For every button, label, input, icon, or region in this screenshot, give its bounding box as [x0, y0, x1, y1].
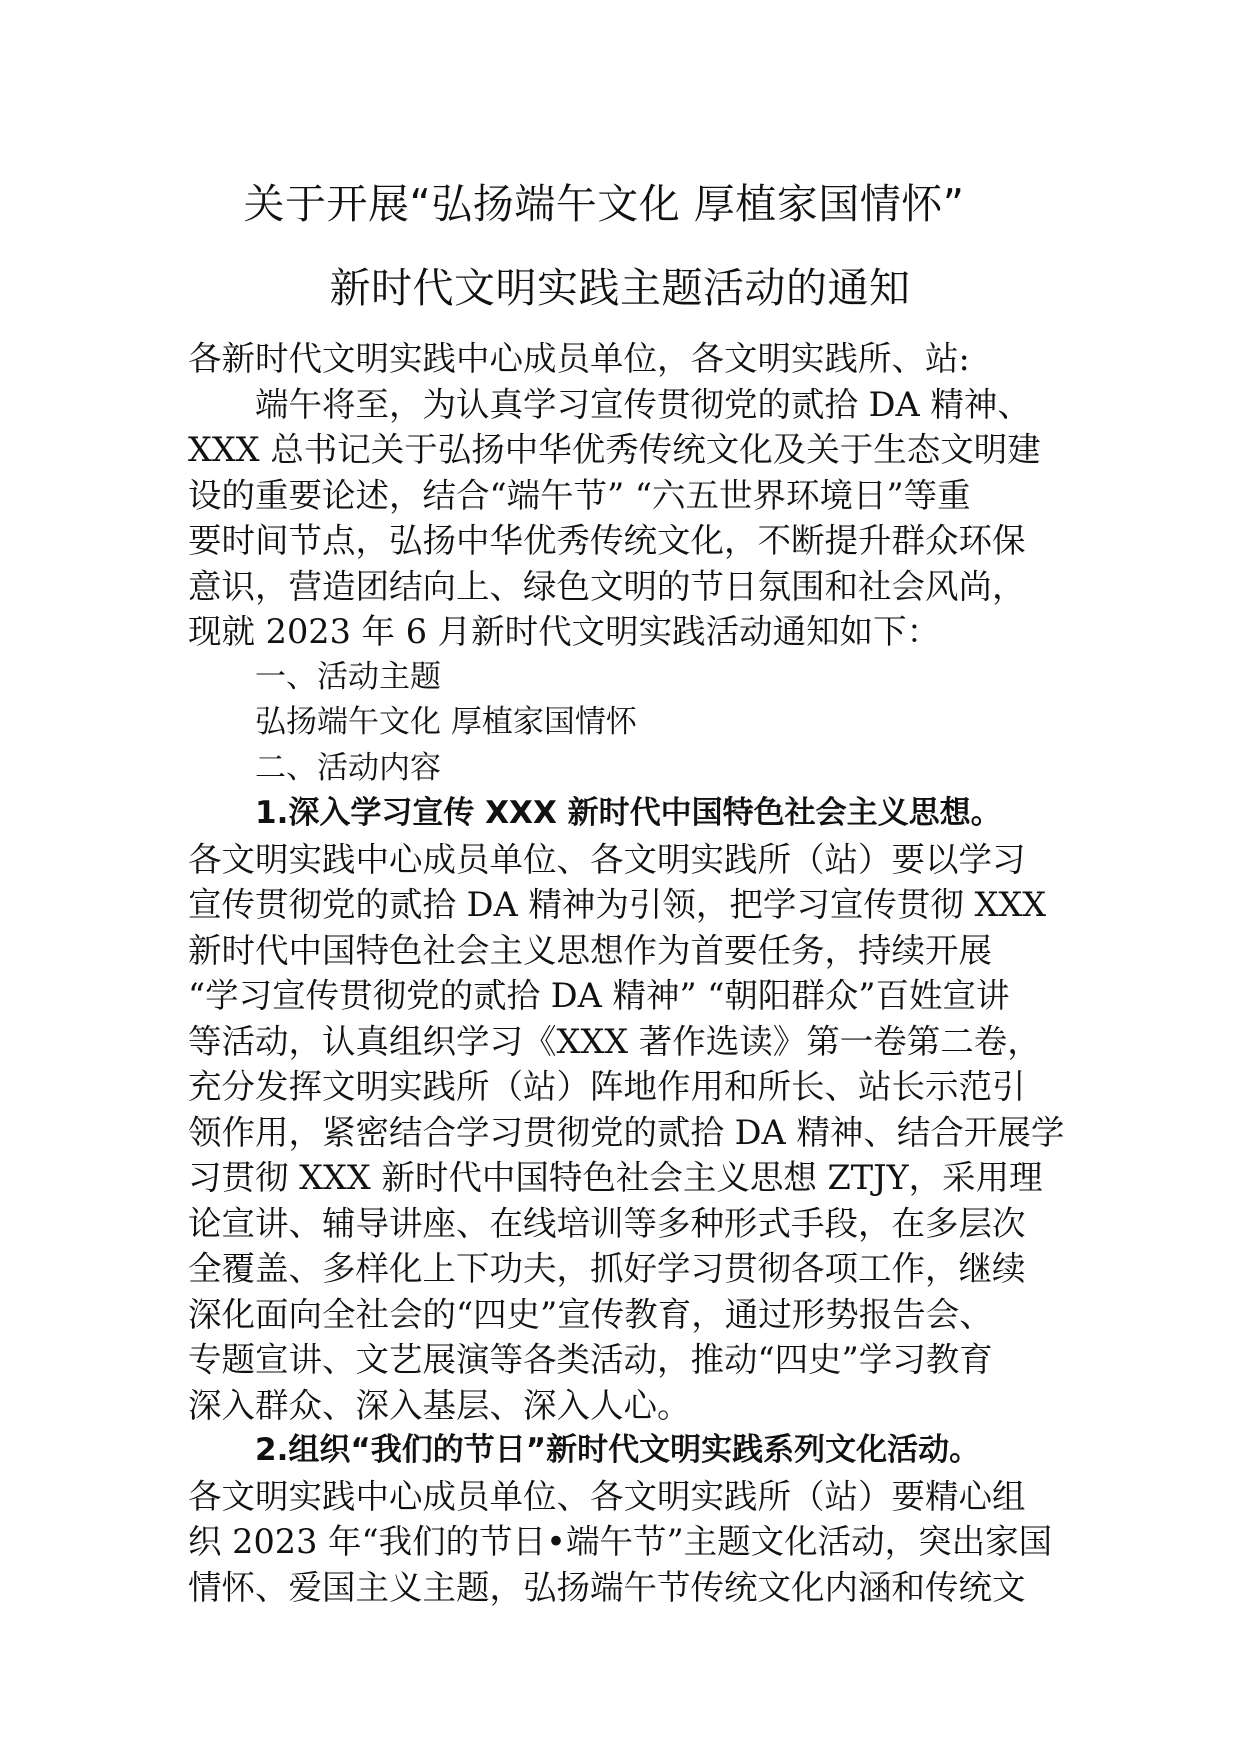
paragraph-line: 端午将至，为认真学习宣传贯彻党的贰拾 DA 精神、 [255, 384, 1031, 424]
document-title-line-2: 新时代文明实践主题活动的通知 [329, 264, 911, 312]
section-heading: 二、活动内容 [255, 749, 441, 786]
paragraph-line: 等活动，认真组织学习《XXX 著作选读》第一卷第二卷， [188, 1021, 1041, 1061]
paragraph-line: 要时间节点，弘扬中华优秀传统文化，不断提升群众环保 [188, 521, 1026, 560]
paragraph-line: XXX 总书记关于弘扬中华优秀传统文化及关于生态文明建 [188, 430, 1041, 469]
paragraph-line: 情怀、爱国主义主题，弘扬端午节传统文化内涵和传统文 [188, 1567, 1026, 1607]
document-body [188, 336, 1065, 1610]
item-heading: 1.深入学习宣传 XXX 新时代中国特色社会主义思想。 [255, 795, 1002, 831]
section-heading: 一、活动主题 [255, 658, 441, 695]
paragraph-line: 各文明实践中心成员单位、各文明实践所（站）要以学习 [188, 839, 1026, 879]
paragraph-line: 全覆盖、多样化上下功夫，抓好学习贯彻各项工作，继续 [188, 1249, 1026, 1288]
paragraph-line: 充分发挥文明实践所（站）阵地作用和所长、站长示范引 [188, 1067, 1026, 1106]
paragraph-line: 深入群众、深入基层、深入人心。 [188, 1385, 691, 1425]
paragraph-line: 意识，营造团结向上、绿色文明的节日氛围和社会风尚， [188, 566, 1026, 606]
paragraph-line: 新时代中国特色社会主义思想作为首要任务，持续开展 [188, 930, 992, 970]
paragraph-line: 深化面向全社会的“四史”宣传教育，通过形势报告会、 [188, 1294, 993, 1334]
paragraph-line: 专题宣讲、文艺展演等各类活动，推动“四史”学习教育 [188, 1340, 993, 1379]
paragraph-line: 现就 2023 年 6 月新时代文明实践活动通知如下： [188, 612, 941, 651]
paragraph-line: 各文明实践中心成员单位、各文明实践所（站）要精心组 [188, 1476, 1026, 1516]
paragraph-line: 宣传贯彻党的贰拾 DA 精神为引领，把学习宣传贯彻 XXX [188, 885, 1047, 924]
activity-theme: 弘扬端午文化 厚植家国情怀 [255, 704, 637, 740]
salutation: 各新时代文明实践中心成员单位，各文明实践所、站: [188, 339, 970, 378]
paragraph-line: 习贯彻 XXX 新时代中国特色社会主义思想 ZTJY，采用理 [188, 1158, 1043, 1197]
paragraph-line: 论宣讲、辅导讲座、在线培训等多种形式手段，在多层次 [188, 1203, 1026, 1243]
item-heading: 2.组织“我们的节日”新时代文明实践系列文化活动。 [255, 1432, 981, 1468]
document-title-line-1: 关于开展“弘扬端午文化 厚植家国情怀” [243, 180, 965, 228]
paragraph-line: 织 2023 年“我们的节日•端午节”主题文化活动，突出家国 [188, 1522, 1053, 1561]
paragraph-line: 设的重要论述，结合“端午节” “六五世界环境日”等重 [188, 475, 971, 515]
paragraph-line: “学习宣传贯彻党的贰拾 DA 精神” “朝阳群众”百姓宣讲 [188, 976, 1010, 1015]
paragraph-line: 领作用，紧密结合学习贯彻党的贰拾 DA 精神、结合开展学 [188, 1112, 1065, 1152]
